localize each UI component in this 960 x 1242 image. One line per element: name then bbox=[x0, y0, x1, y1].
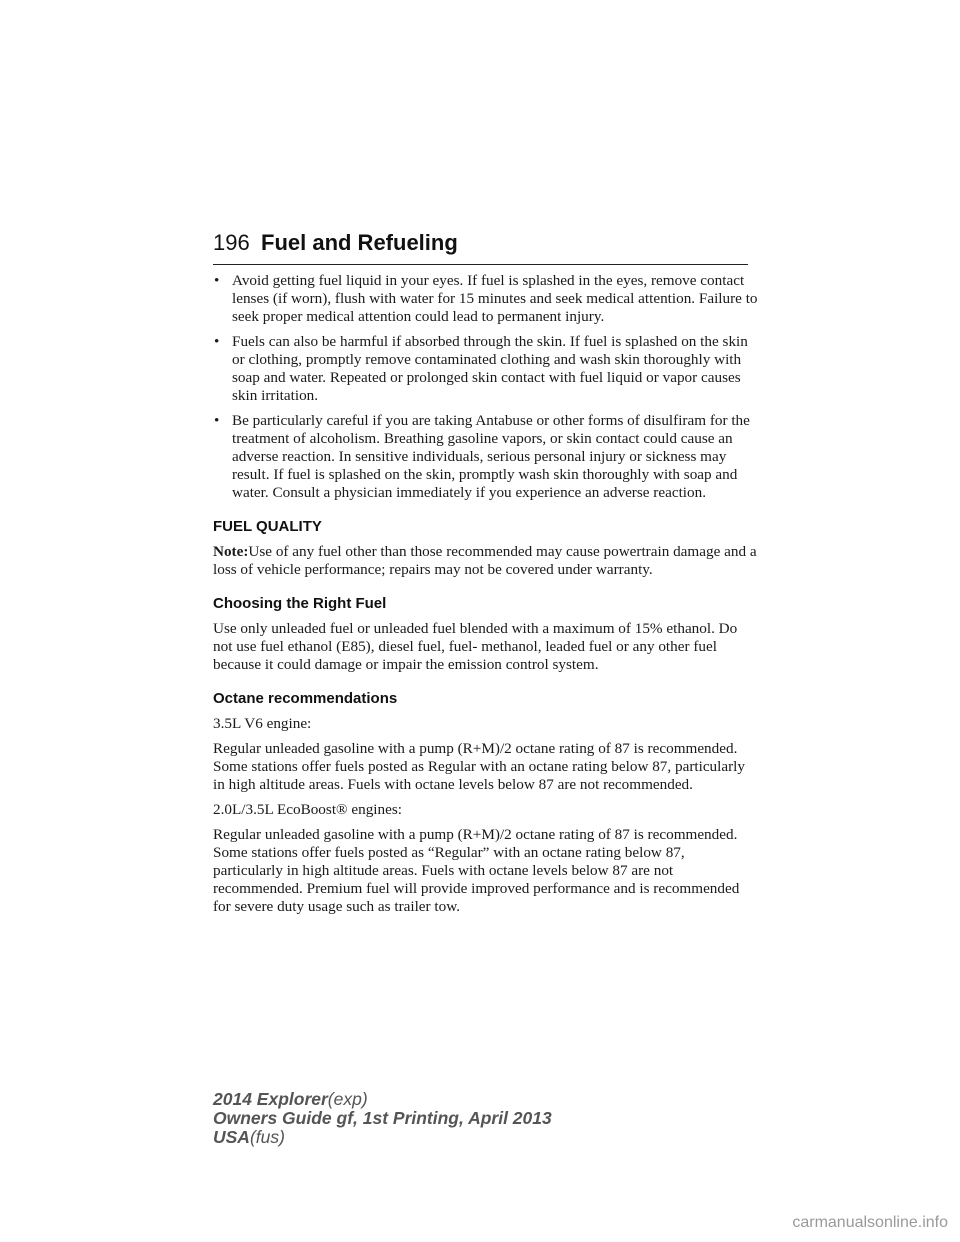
footer-model-code: (exp) bbox=[327, 1089, 368, 1109]
bullet-text: Avoid getting fuel liquid in your eyes. If fuel is splashed in the eyes, remove contact lenses (if worn), flush with water for 15 minutes and seek medical attention. Failure to seek proper medical attention could lead to permanent injury. bbox=[232, 272, 758, 325]
section-title: Fuel and Refueling bbox=[261, 230, 458, 255]
list-item bbox=[213, 272, 758, 326]
bullet-text: Be particularly careful if you are taking Antabuse or other forms of disulfiram for the treatment of alcoholism. Breathing gasoline vapors, or skin contact could cause an adverse reaction. In sensitive individuals, serious personal injury or sickness may result. If fuel is splashed on the skin, promptly wash skin thoroughly with soap and water. Consult a physician immediately if you experience an adverse reaction. bbox=[232, 412, 750, 501]
list-item bbox=[213, 333, 758, 405]
footer-line-3 bbox=[213, 1128, 552, 1147]
footer-line-2: Owners Guide gf, 1st Printing, April 2013 bbox=[213, 1108, 552, 1128]
ecoboost-engine-label: 2.0L/3.5L EcoBoost® engines: bbox=[213, 801, 402, 818]
v6-engine-label: 3.5L V6 engine: bbox=[213, 715, 312, 732]
page-content bbox=[213, 272, 758, 923]
octane-heading: Octane recommendations bbox=[213, 690, 398, 707]
list-item bbox=[213, 412, 758, 502]
bullet-glyph: • bbox=[214, 333, 220, 350]
footer-line-1 bbox=[213, 1090, 552, 1109]
bullet-glyph: • bbox=[214, 272, 220, 289]
fuel-quality-note bbox=[213, 543, 758, 579]
fuel-quality-heading: FUEL QUALITY bbox=[213, 518, 322, 535]
ecoboost-engine-text: Regular unleaded gasoline with a pump (R+M)/2 octane rating of 87 is recommended. Some stations offer fuels posted as “Regular” with an octane rating below 87, particularly in high altitude areas. Fuels with octane levels below 87 are not recommended. Premium fuel will provide improved performance and is recommended for severe duty usage such as trailer tow. bbox=[213, 826, 740, 915]
page-header bbox=[213, 230, 748, 265]
bullet-text: Fuels can also be harmful if absorbed through the skin. If fuel is splashed on the skin or clothing, promptly remove contaminated clothing and wash skin thoroughly with soap and water. Repeated or prolonged skin contact with fuel liquid or vapor causes skin irritation. bbox=[232, 333, 748, 404]
page-number: 196 bbox=[213, 230, 250, 255]
page-footer bbox=[213, 1090, 552, 1147]
v6-engine-text: Regular unleaded gasoline with a pump (R+M)/2 octane rating of 87 is recommended. Some stations offer fuels posted as Regular with an octane rating below 87, particularly in high altitude areas. Fuels with octane levels below 87 are not recommended. bbox=[213, 740, 745, 793]
footer-market-code: (fus) bbox=[249, 1127, 285, 1147]
choosing-fuel-heading: Choosing the Right Fuel bbox=[213, 595, 387, 612]
footer-model: 2014 Explorer bbox=[213, 1089, 328, 1109]
footer-market: USA bbox=[213, 1127, 250, 1147]
bullet-glyph: • bbox=[214, 412, 220, 429]
choosing-fuel-text: Use only unleaded fuel or unleaded fuel blended with a maximum of 15% ethanol. Do not use fuel ethanol (E85), diesel fuel, fuel- methanol, leaded fuel or any other fuel because it could damage or impair the emission control system. bbox=[213, 620, 738, 673]
watermark-link[interactable]: carmanualsonline.info bbox=[792, 1214, 948, 1231]
note-label: Note: bbox=[213, 543, 249, 560]
note-text: Use of any fuel other than those recommended may cause powertrain damage and a loss of vehicle performance; repairs may not be covered under warranty. bbox=[213, 543, 757, 578]
